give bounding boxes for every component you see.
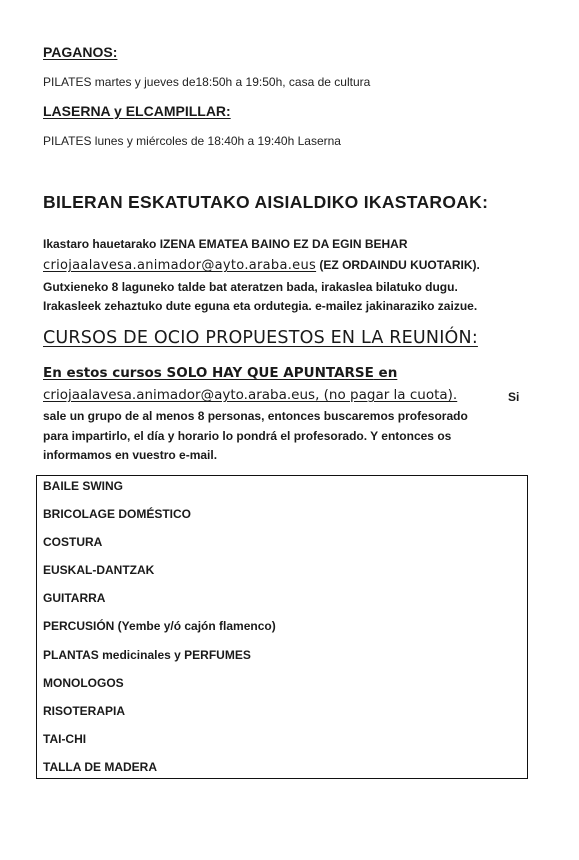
course-item: GUITARRA	[43, 591, 106, 605]
spanish-body-1: sale un grupo de al menos 8 personas, entonces buscaremos profesorado	[43, 409, 468, 423]
spanish-section-heading: CURSOS DE OCIO PROPUESTOS EN LA REUNIÓN:	[43, 328, 478, 348]
course-item: RISOTERAPIA	[43, 704, 126, 718]
course-item: TALLA DE MADERA	[43, 760, 157, 774]
course-item: TAI-CHI	[43, 732, 87, 746]
basque-line-3: Gutxieneko 8 laguneko talde bat ateratzen bada, irakaslea bilatuko dugu.	[43, 280, 458, 294]
course-list-box	[36, 475, 528, 779]
course-item: EUSKAL-DANTZAK	[43, 563, 155, 577]
laserna-schedule: PILATES lunes y miércoles de 18:40h a 19:40h Laserna	[43, 134, 341, 148]
spanish-body-2: para impartirlo, el día y horario lo pondrá el profesorado. Y entonces os	[43, 429, 452, 443]
basque-line-1: Ikastaro hauetarako IZENA EMATEA BAINO EZ DA EGIN BEHAR	[43, 237, 408, 251]
lead-part-2: SOLO HAY QUE APUNTARSE	[166, 365, 374, 381]
course-item: MONOLOGOS	[43, 676, 124, 690]
basque-section-heading: BILERAN ESKATUTAKO AISIALDIKO IKASTAROAK:	[43, 192, 489, 212]
course-item: PLANTAS medicinales y PERFUMES	[43, 648, 251, 662]
course-item: BRICOLAGE DOMÉSTICO	[43, 507, 192, 521]
laserna-heading: LASERNA y ELCAMPILLAR:	[43, 103, 231, 119]
spanish-email-line[interactable]: criojaalavesa.animador@ayto.araba.eus, (no pagar la cuota).	[43, 387, 458, 403]
basque-line-4: Irakasleek zehaztuko dute eguna eta ordutegia. e-mailez jakinaraziko zaizue.	[43, 299, 478, 313]
lead-part-3: en	[373, 365, 398, 381]
spanish-body-3: informamos en vuestro e-mail.	[43, 448, 218, 462]
basque-email-suffix: (EZ ORDAINDU KUOTARIK).	[316, 258, 480, 272]
spanish-si: Si	[508, 390, 520, 404]
basque-email-line	[43, 258, 480, 273]
paganos-heading: PAGANOS:	[43, 44, 118, 60]
lead-part-1: En estos cursos	[43, 365, 167, 381]
course-item: BAILE SWING	[43, 479, 123, 493]
course-item: PERCUSIÓN (Yembe y/ó cajón flamenco)	[43, 619, 276, 633]
paganos-schedule: PILATES martes y jueves de18:50h a 19:50h, casa de cultura	[43, 75, 371, 89]
basque-email-link[interactable]: criojaalavesa.animador@ayto.araba.eus	[43, 258, 317, 273]
course-item: COSTURA	[43, 535, 103, 549]
spanish-lead-line	[43, 365, 397, 381]
